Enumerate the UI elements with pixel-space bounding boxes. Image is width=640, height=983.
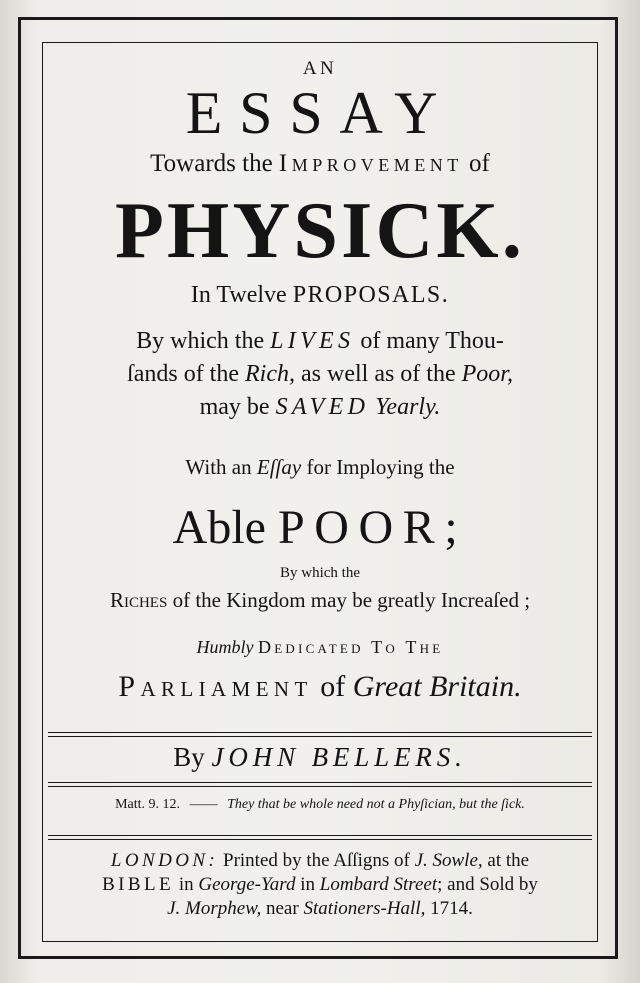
lombard-street: Lombard Street [319, 874, 438, 895]
london-word: LONDON: [110, 850, 219, 871]
morphew-name: J. Morphew, [167, 898, 262, 919]
author-line [42, 742, 598, 773]
riches-line [42, 588, 598, 613]
dedicated-text: Dedicated To The [258, 637, 444, 657]
imprint-text: ; and Sold by [437, 874, 538, 895]
imprint-text: in [300, 874, 316, 895]
stationers-hall: Stationers-Hall, [303, 898, 426, 919]
riches-word: Riches [109, 588, 168, 612]
improvement-word: Improvement [278, 150, 463, 177]
great-britain: Great Britain. [352, 670, 522, 703]
epigraph-reference: Matt. 9. 12. [115, 797, 181, 812]
proposals-word: PROPOSALS. [292, 282, 450, 308]
dedication-line [42, 637, 598, 658]
second-essay-line [42, 455, 598, 480]
purpose-text: By which the [136, 328, 265, 354]
title-an: AN [302, 58, 338, 79]
epigraph-line [42, 797, 598, 813]
rich-word: Rich, [245, 361, 295, 387]
able-poor-line [42, 500, 598, 556]
purpose-text: of many Thou- [360, 328, 504, 354]
by-word: By [173, 742, 205, 772]
poor-word: Poor, [461, 361, 513, 387]
rule-above-author [48, 732, 592, 737]
lives-word: LIVES [270, 328, 355, 354]
parliament-line [42, 670, 598, 704]
parliament-word: Parliament [118, 670, 313, 703]
essay-word: Eſſay [256, 455, 302, 479]
purpose-text: may be [199, 394, 270, 420]
purpose-text: as well as of the [301, 361, 456, 387]
saved-word: SAVED [275, 394, 370, 420]
imprint-year: 1714. [430, 898, 473, 919]
in-twelve: In Twelve [190, 282, 287, 308]
imprint-text: near [265, 898, 299, 919]
of-word: of [469, 150, 490, 177]
towards-prefix: Towards the [150, 150, 273, 177]
kingdom-text: of the Kingdom may be greatly Increaſed ; [172, 588, 531, 612]
humbly-word: Humbly [196, 637, 254, 657]
sowle-name: J. Sowle, [414, 850, 483, 871]
title-physick: PHYSICK. [114, 187, 526, 275]
purpose-line-3 [42, 394, 598, 421]
essay-text: for Imploying the [306, 455, 455, 479]
able-word: Able [172, 501, 266, 554]
rule-above-imprint [48, 835, 592, 840]
epigraph-dash: —— [189, 797, 218, 812]
of-word: of [320, 670, 346, 703]
author-name: JOHN BELLERS. [211, 742, 467, 772]
yearly-word: Yearly. [375, 394, 441, 420]
imprint-text: in [178, 874, 194, 895]
imprint-line-1 [42, 850, 598, 872]
essay-text: With an [185, 455, 252, 479]
purpose-line-2 [42, 361, 598, 388]
imprint-text: Printed by the Aſſigns of [223, 850, 410, 871]
poor-heading: POOR; [277, 501, 468, 554]
title-towards [42, 150, 598, 178]
rule-above-epigraph [48, 782, 592, 787]
by-which-line: By which the [280, 565, 360, 581]
subtitle-proposals [42, 282, 598, 309]
epigraph-quote: They that be whole need not a Phyſician, but the ſick. [227, 797, 525, 812]
george-yard: George-Yard [198, 874, 296, 895]
purpose-text: ſands of the [127, 361, 240, 387]
purpose-line-1 [42, 328, 598, 355]
imprint-text: at the [487, 850, 530, 871]
title-essay: ESSAY [185, 80, 455, 146]
imprint-line-2 [42, 874, 598, 896]
imprint-line-3 [42, 898, 598, 920]
bible-word: BIBLE [102, 874, 175, 895]
